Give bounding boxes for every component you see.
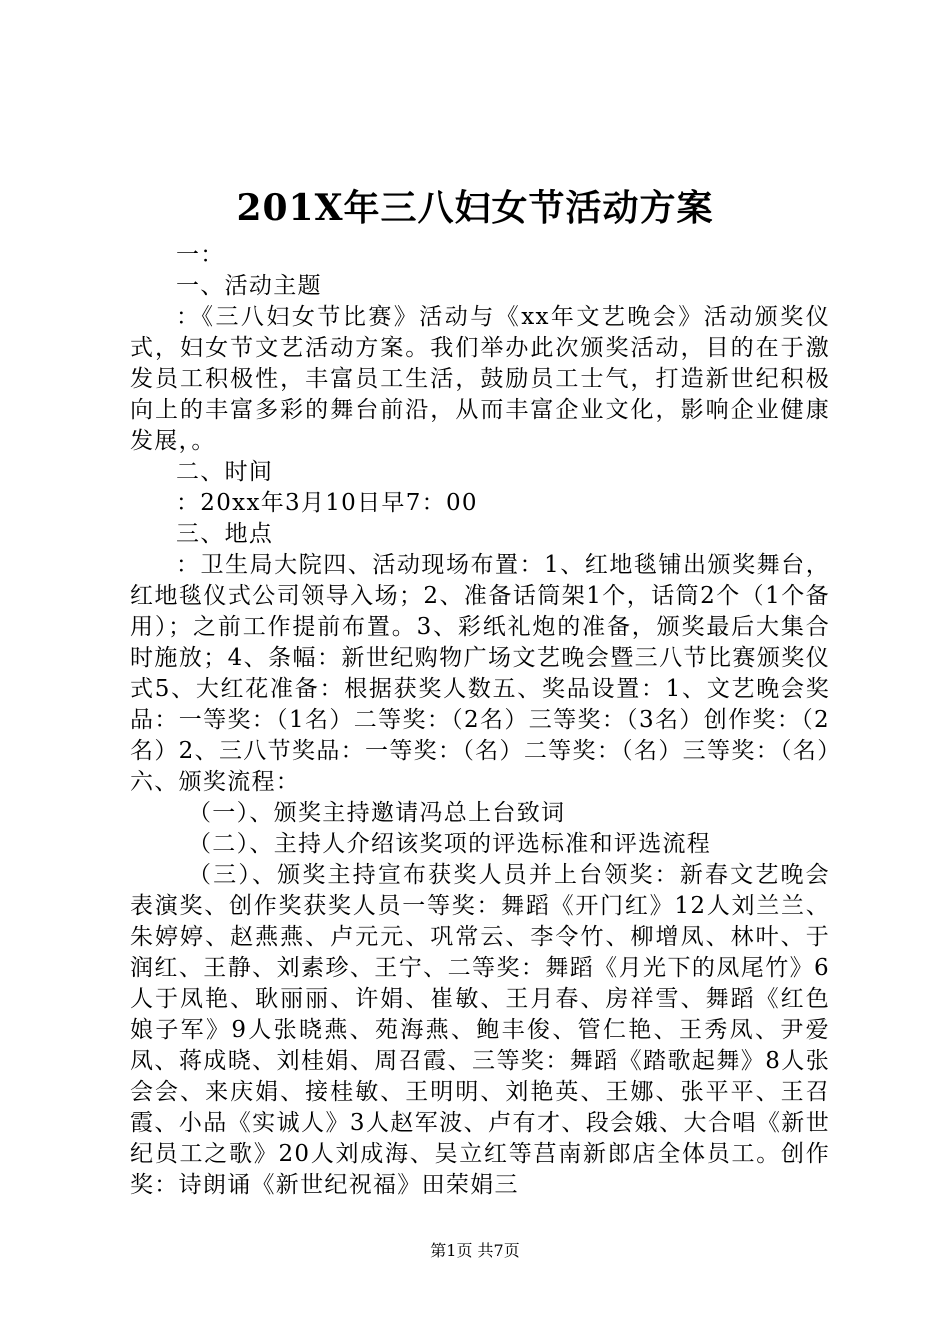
document-body xyxy=(130,240,830,1201)
paragraph-location: ：卫生局大院四、活动现场布置：1、红地毯铺出颁奖舞台，红地毯仪式公司领导入场；2、准备话筒架1个，话筒2个（1个备用）；之前工作提前布置。3、彩纸礼炮的准备，颁奖最后大集合时施放；4、条幅：新世纪购物广场文艺晚会暨三八节比赛颁奖仪式5、大红花准备：根据获奖人数五、奖品设置：1、文艺晚会奖品：一等奖：（1名）二等奖：（2名）三等奖：（3名）创作奖：（2名）2、三八节奖品：一等奖：（名）二等奖：（名）三等奖：（名）六、颁奖流程： xyxy=(130,552,830,795)
heading-theme: 一、活动主题 xyxy=(176,273,322,299)
paragraph-theme: ：《三八妇女节比赛》活动与《xx年文艺晚会》活动颁奖仪式，妇女节文艺活动方案。我们举办此次颁奖活动，目的在于激发员工积极性，丰富员工生活，鼓励员工士气，打造新世纪积极向上的丰富多彩的舞台前沿，从而丰富企业文化，影响企业健康发展，。 xyxy=(130,304,830,454)
paragraph-time: ：20xx年3月10日早7：00 xyxy=(176,490,478,516)
page-footer: 第1页 共7页 xyxy=(430,1241,520,1260)
heading-location: 三、地点 xyxy=(176,521,274,547)
paragraph-step-3: （三）、颁奖主持宣布获奖人员并上台领奖：新春文艺晚会表演奖、创作奖获奖人员一等奖：舞蹈《开门红》12人刘兰兰、朱婷婷、赵燕燕、卢元元、巩常云、李令竹、柳增凤、林叶、于润红、王静、刘素珍、王宁、二等奖：舞蹈《月光下的凤尾竹》6人于凤艳、耿丽丽、许娟、崔敏、王月春、房祥雪、舞蹈《红色娘子军》9人张晓燕、苑海燕、鲍丰俊、管仁艳、王秀凤、尹爱凤、蒋成晓、刘桂娟、周召霞、三等奖：舞蹈《踏歌起舞》8人张会会、来庆娟、接桂敏、王明明、刘艳英、王娜、张平平、王召霞、小品《实诚人》3人赵军波、卢有才、段会娥、大合唱《新世纪员工之歌》20人刘成海、吴立红等莒南新郎店全体员工。创作奖：诗朗诵《新世纪祝福》田荣娟三 xyxy=(130,862,830,1198)
paragraph-step-2: （二）、主持人介绍该奖项的评选标准和评选流程 xyxy=(188,831,712,857)
paragraph-step-1: （一）、颁奖主持邀请冯总上台致词 xyxy=(188,800,566,826)
paragraph-intro: 一： xyxy=(176,242,225,268)
heading-time: 二、时间 xyxy=(176,459,274,485)
document-title: 201X年三八妇女节活动方案 xyxy=(236,187,714,229)
